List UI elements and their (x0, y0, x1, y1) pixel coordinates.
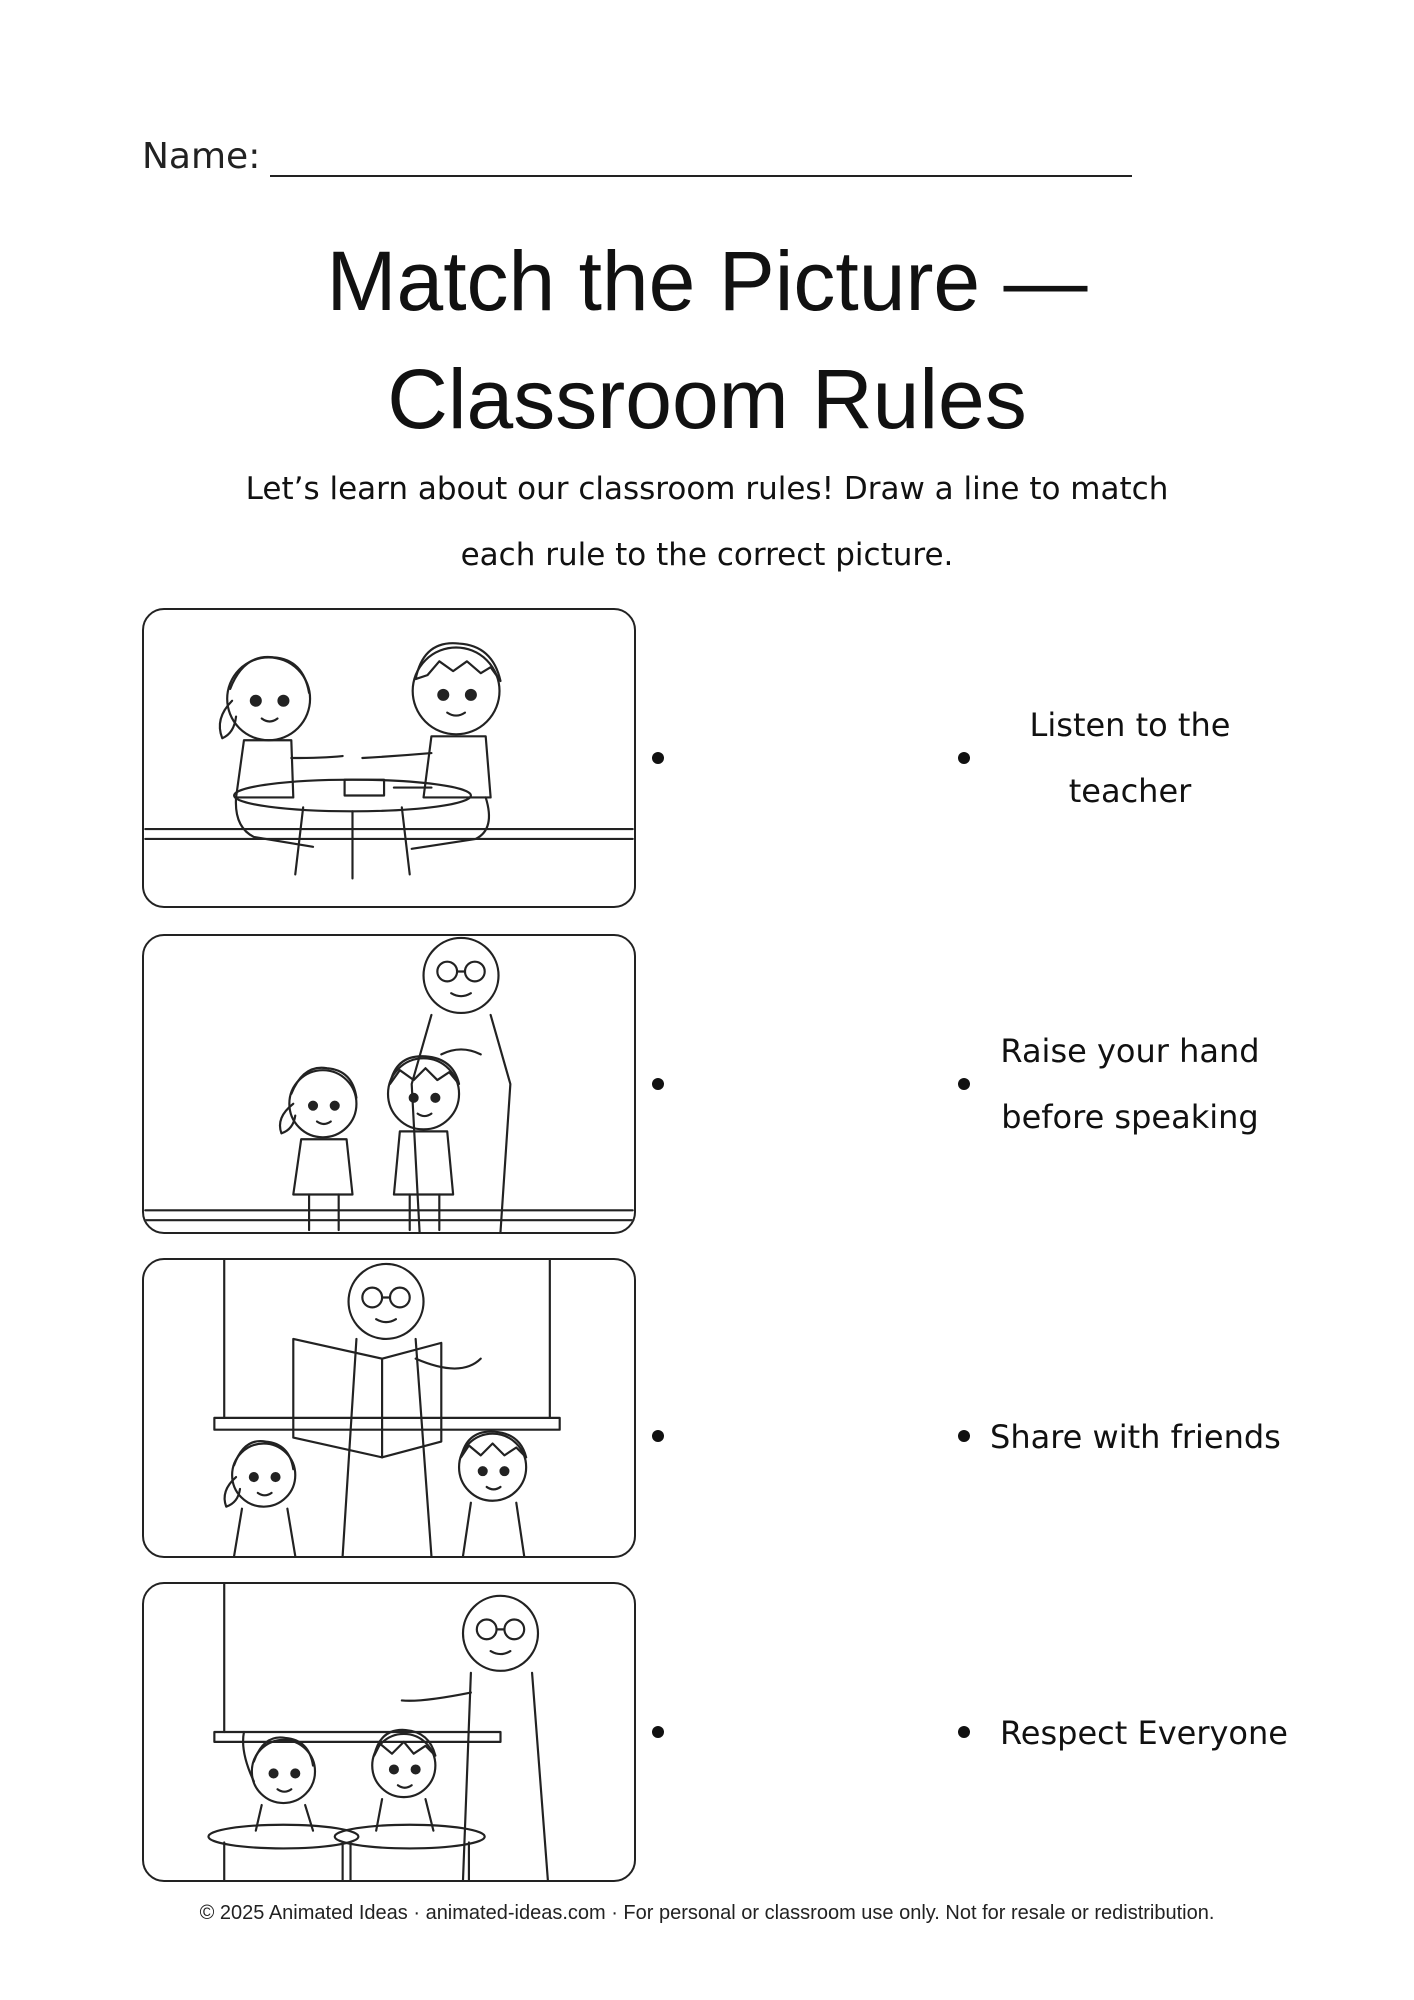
rule-3-line-1: Share with friends (990, 1418, 1281, 1456)
rule-1-line-2: teacher (1068, 772, 1192, 810)
rule-1-dot[interactable] (958, 752, 970, 764)
rule-2-line-2: before speaking (1001, 1098, 1259, 1136)
instructions (220, 456, 1194, 588)
picture-2-dot[interactable] (652, 1078, 664, 1090)
rule-listen-to-teacher (990, 692, 1270, 824)
picture-3-dot[interactable] (652, 1430, 664, 1442)
title-line-1: Match the Picture — (326, 234, 1088, 328)
name-label: Name: (142, 136, 261, 177)
sharing-illustration (144, 610, 634, 906)
instructions-line-1: Let’s learn about our classroom rules! Draw a line to match (245, 471, 1169, 507)
page-title (0, 222, 1414, 458)
footer-copyright: © 2025 Animated Ideas · animated-ideas.com · For personal or classroom use only. Not for resale or redistribution. (199, 1902, 1215, 1924)
picture-1-dot[interactable] (652, 752, 664, 764)
listening-illustration (144, 936, 634, 1232)
title-line-2: Classroom Rules (387, 352, 1027, 446)
rule-share-with-friends (990, 1404, 1310, 1470)
instructions-line-2: each rule to the correct picture. (460, 537, 954, 573)
raise-hand-illustration (144, 1584, 634, 1880)
picture-teacher-reading (142, 1258, 636, 1558)
name-field[interactable] (142, 136, 1132, 177)
rule-2-line-1: Raise your hand (1000, 1032, 1260, 1070)
rule-2-dot[interactable] (958, 1078, 970, 1090)
rule-1-line-1: Listen to the (1029, 706, 1231, 744)
name-write-line[interactable] (270, 145, 1132, 177)
picture-4-dot[interactable] (652, 1726, 664, 1738)
rule-4-line-1: Respect Everyone (1000, 1714, 1288, 1752)
picture-listening-together (142, 934, 636, 1234)
rule-respect-everyone (1000, 1700, 1300, 1766)
rule-raise-hand (980, 1018, 1280, 1150)
rule-4-dot[interactable] (958, 1726, 970, 1738)
picture-sharing (142, 608, 636, 908)
picture-raise-hand (142, 1582, 636, 1882)
teacher-reading-illustration (144, 1260, 634, 1556)
rule-3-dot[interactable] (958, 1430, 970, 1442)
